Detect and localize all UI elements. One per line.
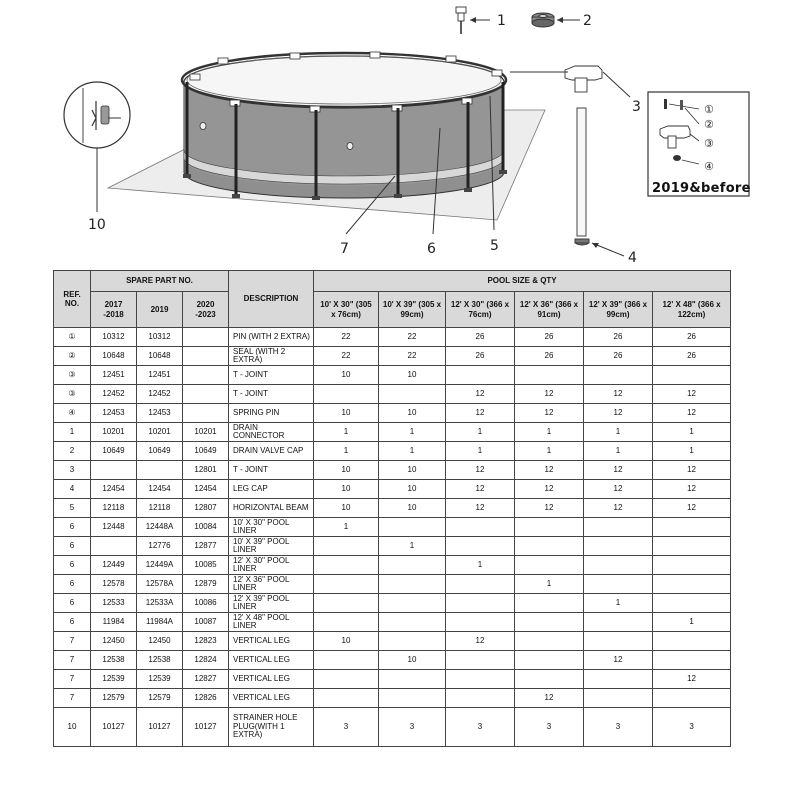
description-cell: VERTICAL LEG xyxy=(229,689,314,708)
part-no-cell: 12538 xyxy=(91,651,137,670)
year-col-header: 2019 xyxy=(137,292,183,328)
qty-cell: 12 xyxy=(515,461,584,480)
part-no-cell: 12450 xyxy=(137,632,183,651)
part-no-cell: 12579 xyxy=(137,689,183,708)
qty-cell xyxy=(584,556,653,575)
part-no-cell: 12451 xyxy=(137,366,183,385)
table-row xyxy=(54,423,731,442)
qty-cell xyxy=(515,613,584,632)
part-no-cell: 12454 xyxy=(137,480,183,499)
ref-cell: 3 xyxy=(54,461,91,480)
drain-connector-icon xyxy=(456,7,466,34)
qty-cell: 1 xyxy=(515,575,584,594)
part-no-cell: 12824 xyxy=(183,651,229,670)
size-col-header: 10' X 30" (305 x 76cm) xyxy=(314,292,379,328)
part-no-cell: 10087 xyxy=(183,613,229,632)
qty-cell: 12 xyxy=(446,461,515,480)
table-row xyxy=(54,366,731,385)
qty-cell: 22 xyxy=(314,328,379,347)
qty-cell: 12 xyxy=(584,385,653,404)
ref-cell: 10 xyxy=(54,708,91,747)
strainer-hole-icon xyxy=(347,143,353,150)
qty-cell: 26 xyxy=(584,347,653,366)
qty-cell xyxy=(446,537,515,556)
inset-caption: 2019&before xyxy=(652,181,751,196)
table-row xyxy=(54,347,731,366)
qty-cell: 22 xyxy=(379,328,446,347)
qty-cell xyxy=(379,556,446,575)
qty-cell: 12 xyxy=(584,651,653,670)
ref-cell: ④ xyxy=(54,404,91,423)
qty-cell xyxy=(515,556,584,575)
callout-10: 10 xyxy=(88,217,106,233)
qty-cell: 3 xyxy=(584,708,653,747)
qty-cell: 12 xyxy=(515,385,584,404)
part-no-cell: 12538 xyxy=(137,651,183,670)
qty-cell xyxy=(446,575,515,594)
qty-cell xyxy=(515,670,584,689)
qty-cell: 1 xyxy=(584,423,653,442)
ref-no-header: REF. NO. xyxy=(54,271,91,328)
qty-cell: 26 xyxy=(515,328,584,347)
qty-cell xyxy=(515,632,584,651)
part-no-cell xyxy=(183,366,229,385)
qty-cell xyxy=(584,670,653,689)
qty-cell: 12 xyxy=(515,404,584,423)
callout-2: 2 xyxy=(583,13,592,29)
table-row xyxy=(54,404,731,423)
qty-cell: 12 xyxy=(446,404,515,423)
qty-cell: 10 xyxy=(379,366,446,385)
year-col-header: 2017 -2018 xyxy=(91,292,137,328)
qty-cell: 26 xyxy=(653,328,731,347)
part-no-cell: 10127 xyxy=(183,708,229,747)
ref-cell: 7 xyxy=(54,632,91,651)
inset-label-3: ③ xyxy=(704,137,714,150)
qty-cell: 1 xyxy=(379,423,446,442)
part-no-cell: 10201 xyxy=(183,423,229,442)
pool-size-qty-header: POOL SIZE & QTY xyxy=(314,271,731,292)
description-header: DESCRIPTION xyxy=(229,271,314,328)
size-col-header: 12' X 36" (366 x 91cm) xyxy=(515,292,584,328)
qty-cell: 12 xyxy=(653,404,731,423)
description-cell: 10' X 30" POOL LINER xyxy=(229,518,314,537)
qty-cell xyxy=(379,594,446,613)
description-cell: 12' X 48" POOL LINER xyxy=(229,613,314,632)
qty-cell xyxy=(584,537,653,556)
description-cell: 12' X 30" POOL LINER xyxy=(229,556,314,575)
part-no-cell: 12453 xyxy=(91,404,137,423)
table-row xyxy=(54,651,731,670)
qty-cell: 1 xyxy=(314,518,379,537)
qty-cell xyxy=(584,689,653,708)
part-no-cell: 12578A xyxy=(137,575,183,594)
t-joint-icon xyxy=(565,66,602,92)
part-no-cell: 12448 xyxy=(91,518,137,537)
ref-cell: ③ xyxy=(54,385,91,404)
ref-cell: 6 xyxy=(54,556,91,575)
part-no-cell: 12823 xyxy=(183,632,229,651)
qty-cell xyxy=(446,613,515,632)
qty-cell xyxy=(653,651,731,670)
part-no-cell: 10649 xyxy=(183,442,229,461)
part-no-cell: 12807 xyxy=(183,499,229,518)
qty-cell: 12 xyxy=(584,461,653,480)
part-no-cell xyxy=(137,461,183,480)
qty-cell: 1 xyxy=(584,594,653,613)
qty-cell: 10 xyxy=(379,461,446,480)
qty-cell xyxy=(515,651,584,670)
qty-cell: 10 xyxy=(379,480,446,499)
qty-cell: 26 xyxy=(584,328,653,347)
qty-cell: 12 xyxy=(515,499,584,518)
part-no-cell: 10086 xyxy=(183,594,229,613)
description-cell: HORIZONTAL BEAM xyxy=(229,499,314,518)
ref-cell: 6 xyxy=(54,594,91,613)
qty-cell xyxy=(446,651,515,670)
qty-cell xyxy=(653,518,731,537)
qty-cell xyxy=(653,537,731,556)
callout-6: 6 xyxy=(427,241,436,257)
pool-exploded-diagram xyxy=(0,0,800,268)
qty-cell: 1 xyxy=(515,423,584,442)
inset-label-2: ② xyxy=(704,118,714,131)
table-row xyxy=(54,594,731,613)
table-row xyxy=(54,613,731,632)
description-cell: LEG CAP xyxy=(229,480,314,499)
qty-cell: 1 xyxy=(653,613,731,632)
ref-cell: ② xyxy=(54,347,91,366)
qty-cell: 10 xyxy=(314,366,379,385)
qty-cell xyxy=(314,556,379,575)
ref-cell: 6 xyxy=(54,537,91,556)
table-row xyxy=(54,689,731,708)
qty-cell xyxy=(515,518,584,537)
callout-1: 1 xyxy=(497,13,506,29)
qty-cell: 10 xyxy=(314,461,379,480)
ref-cell: 6 xyxy=(54,613,91,632)
qty-cell: 12 xyxy=(653,385,731,404)
qty-cell xyxy=(584,632,653,651)
qty-cell xyxy=(314,670,379,689)
part-no-cell xyxy=(183,385,229,404)
strainer-plug-inset xyxy=(64,82,130,148)
qty-cell xyxy=(653,556,731,575)
qty-cell: 10 xyxy=(379,651,446,670)
part-no-cell: 12449 xyxy=(91,556,137,575)
qty-cell xyxy=(314,689,379,708)
qty-cell: 12 xyxy=(446,385,515,404)
qty-cell xyxy=(584,613,653,632)
part-no-cell xyxy=(183,404,229,423)
qty-cell xyxy=(379,575,446,594)
qty-cell xyxy=(314,613,379,632)
callout-5: 5 xyxy=(490,238,499,254)
qty-cell: 1 xyxy=(653,423,731,442)
part-no-cell: 12449A xyxy=(137,556,183,575)
size-col-header: 12' X 39" (366 x 99cm) xyxy=(584,292,653,328)
ref-cell: 5 xyxy=(54,499,91,518)
qty-cell xyxy=(653,632,731,651)
qty-cell xyxy=(446,366,515,385)
qty-cell: 1 xyxy=(446,442,515,461)
part-no-cell: 10648 xyxy=(91,347,137,366)
ref-cell: 2 xyxy=(54,442,91,461)
ref-cell: 1 xyxy=(54,423,91,442)
description-cell: 12' X 36" POOL LINER xyxy=(229,575,314,594)
qty-cell xyxy=(314,385,379,404)
part-no-cell: 12454 xyxy=(91,480,137,499)
description-cell: VERTICAL LEG xyxy=(229,670,314,689)
part-no-cell: 12776 xyxy=(137,537,183,556)
ref-cell: 6 xyxy=(54,518,91,537)
qty-cell: 1 xyxy=(379,442,446,461)
drain-valve-cap-icon xyxy=(532,13,554,27)
description-cell: 12' X 39" POOL LINER xyxy=(229,594,314,613)
table-row xyxy=(54,499,731,518)
qty-cell: 10 xyxy=(314,480,379,499)
qty-cell: 10 xyxy=(314,499,379,518)
part-no-cell: 10201 xyxy=(137,423,183,442)
description-cell: T - JOINT xyxy=(229,366,314,385)
qty-cell: 1 xyxy=(314,442,379,461)
table-row xyxy=(54,670,731,689)
qty-cell xyxy=(515,594,584,613)
vertical-leg-part-icon xyxy=(577,108,586,236)
table-row xyxy=(54,518,731,537)
qty-cell: 12 xyxy=(653,461,731,480)
qty-cell: 3 xyxy=(653,708,731,747)
table-row xyxy=(54,385,731,404)
part-no-cell: 12451 xyxy=(91,366,137,385)
description-cell: DRAIN CONNECTOR xyxy=(229,423,314,442)
part-no-cell: 10312 xyxy=(137,328,183,347)
part-no-cell: 10648 xyxy=(137,347,183,366)
qty-cell: 12 xyxy=(584,499,653,518)
qty-cell: 12 xyxy=(515,480,584,499)
part-no-cell: 12452 xyxy=(137,385,183,404)
part-no-cell: 10649 xyxy=(91,442,137,461)
qty-cell: 26 xyxy=(446,347,515,366)
description-cell: DRAIN VALVE CAP xyxy=(229,442,314,461)
table-row xyxy=(54,537,731,556)
qty-cell xyxy=(446,518,515,537)
description-cell: SEAL (WITH 2 EXTRA) xyxy=(229,347,314,366)
description-cell: VERTICAL LEG xyxy=(229,651,314,670)
legacy-parts-inset xyxy=(648,92,751,196)
table-row xyxy=(54,461,731,480)
qty-cell xyxy=(653,689,731,708)
inset-label-1: ① xyxy=(704,103,714,116)
part-no-cell: 12118 xyxy=(137,499,183,518)
part-no-cell: 12801 xyxy=(183,461,229,480)
size-col-header: 12' X 30" (366 x 76cm) xyxy=(446,292,515,328)
qty-cell: 1 xyxy=(515,442,584,461)
qty-cell: 12 xyxy=(653,499,731,518)
ref-cell: 4 xyxy=(54,480,91,499)
part-no-cell: 10085 xyxy=(183,556,229,575)
qty-cell: 3 xyxy=(379,708,446,747)
qty-cell xyxy=(653,594,731,613)
qty-cell xyxy=(446,689,515,708)
qty-cell: 1 xyxy=(379,537,446,556)
qty-cell: 26 xyxy=(446,328,515,347)
qty-cell: 12 xyxy=(584,480,653,499)
part-no-cell: 12118 xyxy=(91,499,137,518)
qty-cell: 3 xyxy=(515,708,584,747)
size-col-header: 10' X 39" (305 x 99cm) xyxy=(379,292,446,328)
part-no-cell: 10649 xyxy=(137,442,183,461)
table-row xyxy=(54,442,731,461)
part-no-cell: 12879 xyxy=(183,575,229,594)
qty-cell xyxy=(584,366,653,385)
part-no-cell: 12450 xyxy=(91,632,137,651)
qty-cell: 12 xyxy=(446,480,515,499)
part-no-cell: 11984A xyxy=(137,613,183,632)
part-no-cell xyxy=(183,328,229,347)
qty-cell xyxy=(379,632,446,651)
description-cell: STRAINER HOLE PLUG(WITH 1 EXTRA) xyxy=(229,708,314,747)
qty-cell: 10 xyxy=(379,499,446,518)
qty-cell: 22 xyxy=(314,347,379,366)
qty-cell xyxy=(314,651,379,670)
qty-cell: 12 xyxy=(653,480,731,499)
ref-cell: 7 xyxy=(54,651,91,670)
part-no-cell: 12454 xyxy=(183,480,229,499)
spare-parts-table xyxy=(53,270,731,747)
qty-cell xyxy=(314,594,379,613)
part-no-cell: 12877 xyxy=(183,537,229,556)
qty-cell xyxy=(584,518,653,537)
table-row xyxy=(54,575,731,594)
qty-cell: 12 xyxy=(515,689,584,708)
ref-cell: 6 xyxy=(54,575,91,594)
ref-cell: ③ xyxy=(54,366,91,385)
part-no-cell: 10127 xyxy=(91,708,137,747)
qty-cell: 1 xyxy=(446,556,515,575)
description-cell: VERTICAL LEG xyxy=(229,632,314,651)
qty-cell: 12 xyxy=(584,404,653,423)
qty-cell xyxy=(515,366,584,385)
callout-7: 7 xyxy=(340,241,349,257)
qty-cell: 12 xyxy=(446,499,515,518)
ref-cell: 7 xyxy=(54,670,91,689)
qty-cell: 1 xyxy=(584,442,653,461)
part-no-cell xyxy=(183,347,229,366)
part-no-cell: 12533 xyxy=(91,594,137,613)
qty-cell xyxy=(379,670,446,689)
description-cell: T - JOINT xyxy=(229,461,314,480)
qty-cell: 12 xyxy=(653,670,731,689)
qty-cell: 26 xyxy=(653,347,731,366)
callout-4: 4 xyxy=(628,250,637,266)
qty-cell: 1 xyxy=(446,423,515,442)
qty-cell xyxy=(379,613,446,632)
qty-cell: 10 xyxy=(379,404,446,423)
qty-cell: 3 xyxy=(314,708,379,747)
qty-cell xyxy=(446,594,515,613)
qty-cell: 26 xyxy=(515,347,584,366)
qty-cell: 3 xyxy=(446,708,515,747)
qty-cell: 12 xyxy=(446,632,515,651)
part-no-cell: 12533A xyxy=(137,594,183,613)
ref-cell: ① xyxy=(54,328,91,347)
qty-cell: 1 xyxy=(653,442,731,461)
part-no-cell: 10312 xyxy=(91,328,137,347)
part-no-cell: 12827 xyxy=(183,670,229,689)
strainer-hole-icon xyxy=(200,123,206,130)
spare-part-no-header: SPARE PART NO. xyxy=(91,271,229,292)
table-row xyxy=(54,556,731,575)
qty-cell: 1 xyxy=(314,423,379,442)
qty-cell xyxy=(379,385,446,404)
callout-3: 3 xyxy=(632,99,641,115)
qty-cell: 10 xyxy=(314,404,379,423)
part-no-cell: 10084 xyxy=(183,518,229,537)
leg-cap-icon xyxy=(575,239,589,245)
part-no-cell: 12826 xyxy=(183,689,229,708)
qty-cell xyxy=(653,575,731,594)
part-no-cell xyxy=(91,537,137,556)
part-no-cell: 10201 xyxy=(91,423,137,442)
part-no-cell: 10127 xyxy=(137,708,183,747)
part-no-cell: 12578 xyxy=(91,575,137,594)
table-row xyxy=(54,708,731,747)
part-no-cell: 11984 xyxy=(91,613,137,632)
qty-cell: 10 xyxy=(314,632,379,651)
table-row xyxy=(54,480,731,499)
qty-cell xyxy=(653,366,731,385)
part-no-cell: 12453 xyxy=(137,404,183,423)
size-col-header: 12' X 48" (366 x 122cm) xyxy=(653,292,731,328)
qty-cell xyxy=(515,537,584,556)
year-col-header: 2020 -2023 xyxy=(183,292,229,328)
qty-cell xyxy=(446,670,515,689)
qty-cell xyxy=(379,518,446,537)
inset-label-4: ④ xyxy=(704,160,714,173)
description-cell: SPRING PIN xyxy=(229,404,314,423)
part-no-cell xyxy=(91,461,137,480)
part-no-cell: 12452 xyxy=(91,385,137,404)
qty-cell xyxy=(584,575,653,594)
description-cell: 10' X 39" POOL LINER xyxy=(229,537,314,556)
qty-cell xyxy=(379,689,446,708)
qty-cell: 22 xyxy=(379,347,446,366)
qty-cell xyxy=(314,537,379,556)
table-row xyxy=(54,632,731,651)
table-row xyxy=(54,328,731,347)
description-cell: T - JOINT xyxy=(229,385,314,404)
qty-cell xyxy=(314,575,379,594)
part-no-cell: 12579 xyxy=(91,689,137,708)
ref-cell: 7 xyxy=(54,689,91,708)
part-no-cell: 12448A xyxy=(137,518,183,537)
part-no-cell: 12539 xyxy=(91,670,137,689)
description-cell: PIN (WITH 2 EXTRA) xyxy=(229,328,314,347)
part-no-cell: 12539 xyxy=(137,670,183,689)
